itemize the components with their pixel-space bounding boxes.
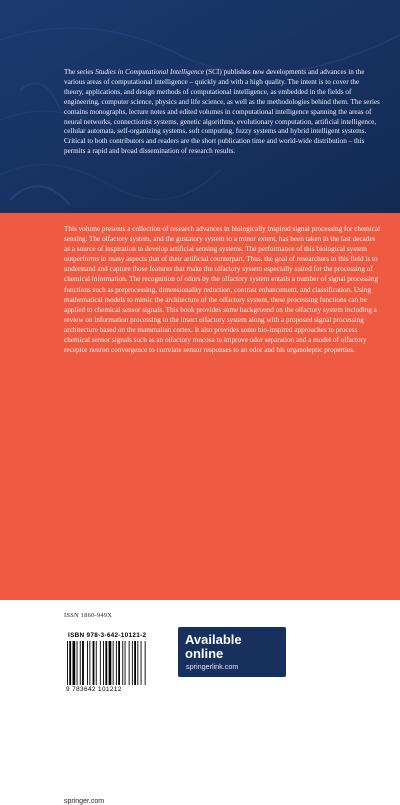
badge-line-online: online [185, 646, 224, 661]
barcode-digits: 9 783642 101212 [66, 686, 122, 693]
available-online-badge[interactable] [178, 627, 286, 677]
issn-label: ISSN 1860-949X [64, 612, 113, 619]
book-description-panel [0, 213, 400, 805]
series-text-intro: The series [64, 68, 96, 76]
publisher-website[interactable]: springer.com [64, 798, 105, 805]
book-description: This volume presents a collection of research advances in biologically inspired signal processing for chemical sensing. The olfactory system, and the gustatory system to a minor extent, has been taken in the last decades as a source of inspiration to develop artificial sensing systems. The performance of this biological system outperforms in many aspects that of their artificial counterpart. Thus, the goal of researchers in this field is to understand and capture those features that make the olfactory system especially suited for the processing of chemical information. The recognition of odors by the olfactory system entails a number of signal processing functions such as preprocessing, dimensionality reduction, contrast enhancement, and classification. Using mathematical models to mimic the architecture of the olfactory system, these processing functions can be applied to chemical sensor signals. This book provides some background on the olfactory system including a review on information processing in the insect olfactory system along with a proposed signal processing architecture based on the mammalian cortex. It also provides some bio-inspired approaches to process chemical sensor signals such as an olfactory mucosa to improve odor separation and a model of olfactory receptor neuron convergence to correlate sensor responses to an odor and his organoleptic properties. [64, 225, 381, 355]
series-panel [0, 0, 400, 213]
barcode-icon [67, 641, 163, 685]
series-description [64, 68, 380, 157]
springerlink-url[interactable]: springerlink.com [186, 662, 239, 671]
series-text-body: (SCI) publishes new developments and advances in the various areas of computational intelligence – quickly and with a high quality. The intent is to cover the theory, applications, and design methods of computational intelligence, as embedded in the fields of engineering, computer science, physics and life science, as well as the methodologies behind them. The series contains monographs, lecture notes and edited volumes in computational intelligence spanning the areas of neural networks, connectionist systems, genetic algorithms, evolutionary computation, artificial intelligence, cellular automata, self-organizing systems, soft computing, fuzzy systems and hybrid intelligent systems. Critical to both contributors and readers are the short publication time and world-wide distribution – this permits a rapid and broad dissemination of research results. [64, 68, 380, 156]
badge-line-available: Available [185, 632, 242, 647]
series-name: Studies in Computational Intelligence [95, 68, 204, 76]
isbn-barcode [64, 630, 166, 696]
isbn-number: ISBN 978-3-642-10121-2 [68, 632, 147, 639]
